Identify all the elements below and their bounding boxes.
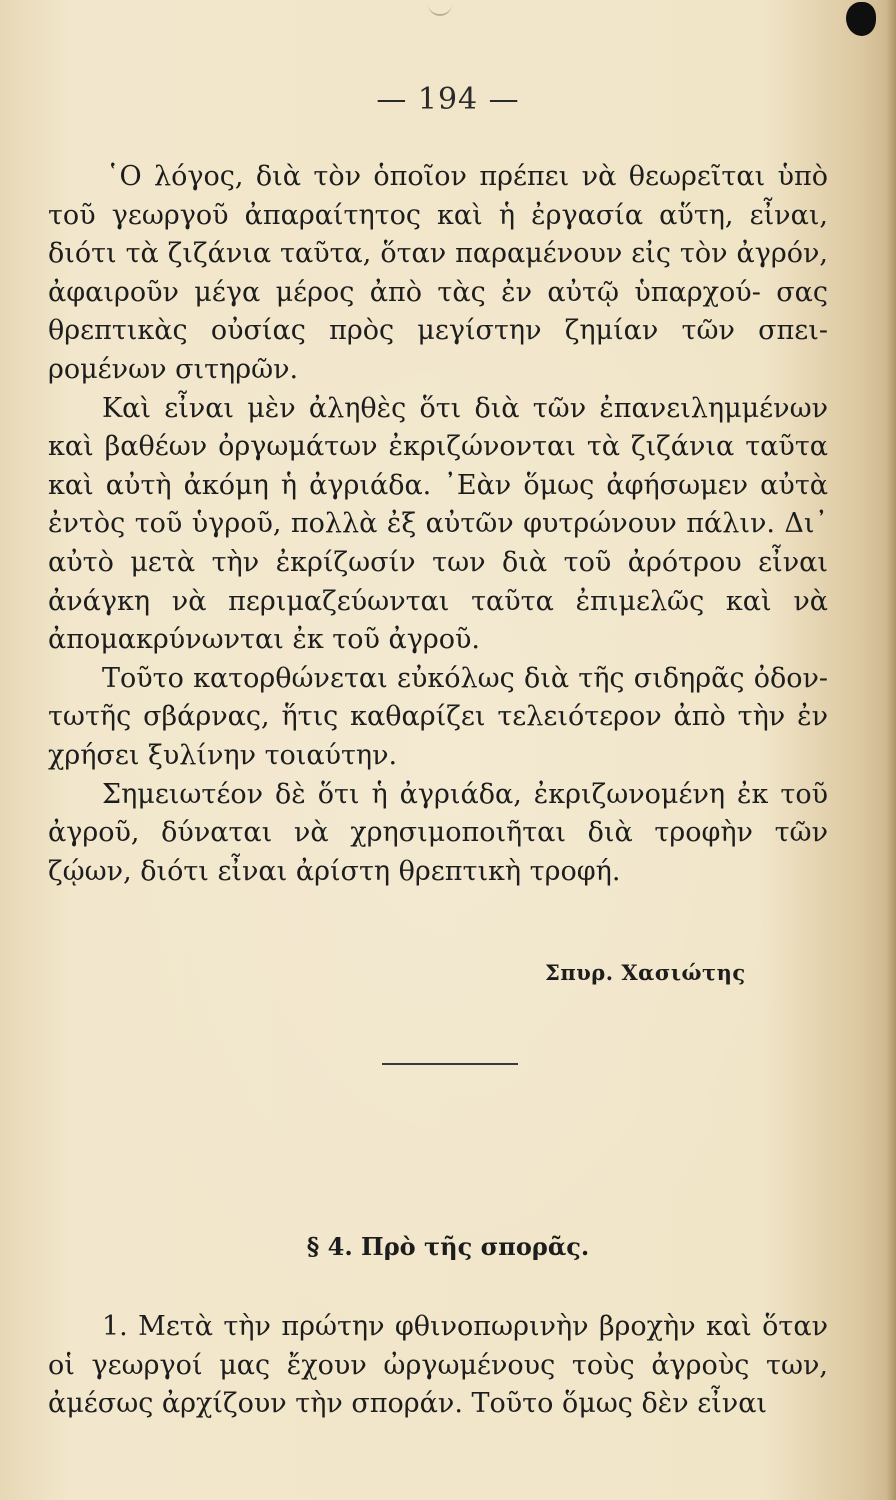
section-body-text (48, 1308, 828, 1424)
binding-hole (846, 2, 876, 36)
paragraph: Τοῦτο κατορθώνεται εὐκόλως διὰ τῆς σιδηρᾶς ὀδον- τωτῆς σβάρνας, ἥτις καθαρίζει τελειότερον ἀπὸ τὴν ἐν χρήσει ξυλίνην τοιαύτην. (48, 662, 828, 771)
body-text (48, 158, 828, 891)
section-heading: § 4. Πρὸ τῆς σπορᾶς. (306, 1232, 590, 1261)
paragraph: 1. Μετὰ τὴν πρώτην φθινοπωρινὴν βροχὴν καὶ ὅταν οἱ γεωργοί μας ἔχουν ὠργωμένους τοὺς ἀγροὺς των, ἀμέσως ἀρχίζουν τὴν σποράν. Τοῦτο ὅμως δὲν εἶναι (48, 1311, 828, 1420)
page-edge-shadow (886, 0, 896, 1500)
author-signature: Σπυρ. Χασιώτης (545, 960, 746, 985)
paragraph: Σημειωτέον δὲ ὅτι ἡ ἀγριάδα, ἐκριζωνομένη ἐκ τοῦ ἀγροῦ, δύναται νὰ χρησιμοποιῆται διὰ τροφὴν τῶν ζῴων, διότι εἶναι ἀρίστη θρεπτικὴ τροφή. (48, 778, 828, 887)
section-divider (382, 1063, 518, 1065)
ink-mark (428, 0, 452, 16)
paragraph: Καὶ εἶναι μὲν ἀληθὲς ὅτι διὰ τῶν ἐπανειλημμένων καὶ βαθέων ὀργωμάτων ἐκριζώνονται τὰ ζιζάνια ταῦτα καὶ αὐτὴ ἀκόμη ἡ ἀγριάδα. ᾿Εὰν ὅμως ἀφήσωμεν αὐτὰ ἐντὸς τοῦ ὑγροῦ, πολλὰ ἐξ αὐτῶν φυτρώνουν πάλιν. Δι᾿ αὐτὸ μετὰ τὴν ἐκρίζωσίν των διὰ τοῦ ἀρότρου εἶναι ἀνάγκη νὰ περιμαζεύωνται ταῦτα ἐπιμελῶς καὶ νὰ ἀπομακρύνωνται ἐκ τοῦ ἀγροῦ. (48, 392, 828, 656)
page-number: — 194 — (376, 82, 520, 117)
paragraph: ῾Ο λόγος, διὰ τὸν ὁποῖον πρέπει νὰ θεωρεῖται ὑπὸ τοῦ γεωργοῦ ἀπαραίτητος καὶ ἡ ἐργασία αὕτη, εἶναι, διότι τὰ ζιζάνια ταῦτα, ὅταν παραμένουν εἰς τὸν ἀγρόν, ἀφαιροῦν μέγα μέρος ἀπὸ τὰς ἐν αὐτῷ ὑπαρχού- σας θρεπτικὰς οὐσίας πρὸς μεγίστην ζημίαν τῶν σπει- ρομένων σιτηρῶν. (48, 161, 828, 385)
